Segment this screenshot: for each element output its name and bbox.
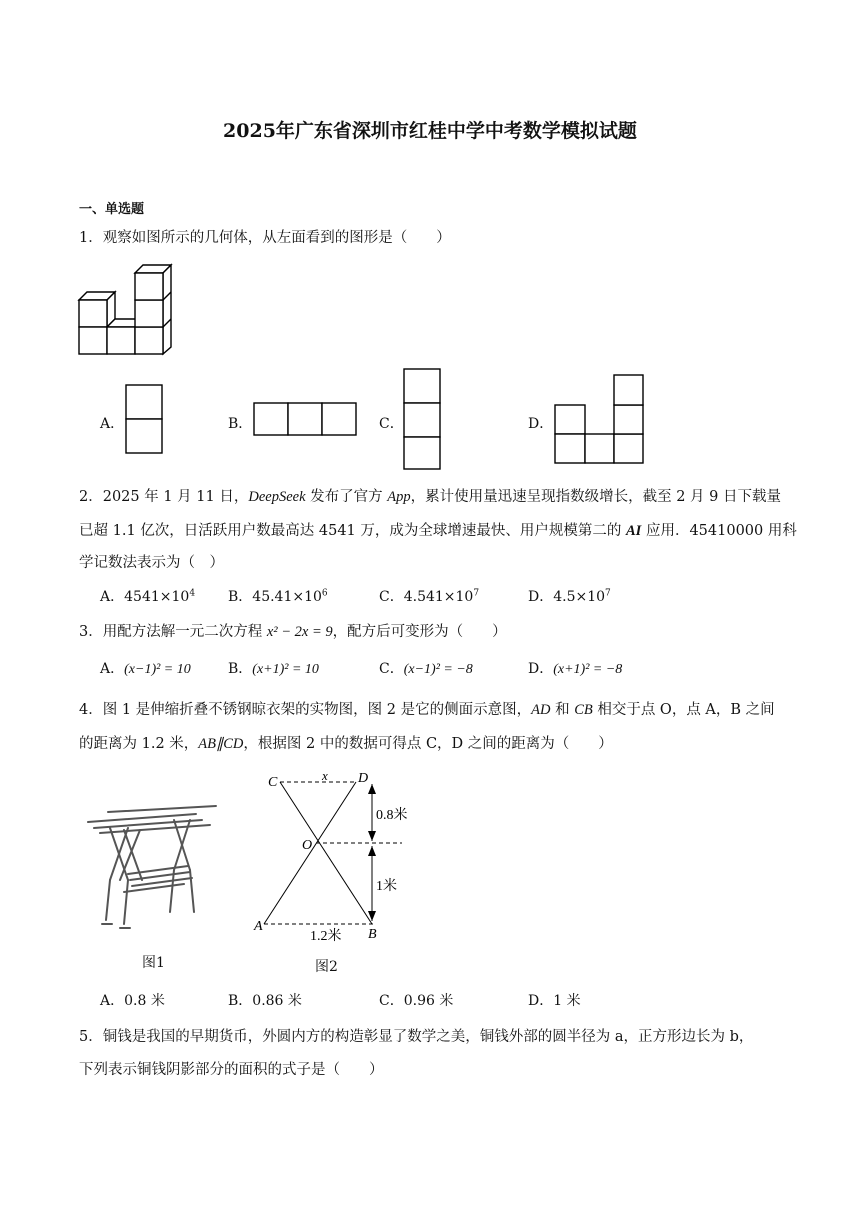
q4-line-1: 4．图 1 是伸缩折叠不锈钢晾衣架的实物图，图 2 是它的侧面示意图，AD 和 CB 相交于点 O，点 A，B 之间 bbox=[79, 702, 775, 718]
point-a-label: A bbox=[254, 919, 263, 934]
point-d-label: D bbox=[358, 771, 369, 786]
q2-option-b[interactable]: B．$45.41\times 10^6$ bbox=[228, 588, 328, 605]
page-title: 2025年广东省深圳市红桂中学中考数学模拟试题 bbox=[223, 120, 637, 142]
q5-line-2: 下列表示铜钱阴影部分的面积的式子是（ ） bbox=[79, 1062, 384, 1078]
q4-line-2: 的距离为 1.2 米，AB∥CD，根据图 2 中的数据可得点 C，D 之间的距离为（ ） bbox=[79, 736, 613, 752]
point-b-label: B bbox=[368, 927, 377, 942]
q2-option-a[interactable]: A．$4541\times 10^4$ bbox=[100, 588, 196, 605]
q4-option-d[interactable]: D．1 米 bbox=[528, 993, 581, 1009]
q4-figure-2-caption: 图2 bbox=[315, 959, 338, 975]
q1-option-a-figure[interactable] bbox=[125, 384, 165, 456]
section-heading: 一、单选题 bbox=[79, 202, 145, 217]
q1-option-a-label: A． bbox=[100, 416, 125, 432]
q3-option-d[interactable]: D．(x+1)² = −8 bbox=[528, 661, 623, 677]
length-0-8-label: 0.8米 bbox=[376, 808, 408, 823]
q4-figure-1-caption: 图1 bbox=[142, 955, 165, 971]
q1-option-d-label: D． bbox=[528, 416, 554, 432]
q4-figure-2-schematic bbox=[252, 766, 422, 946]
x-label: x bbox=[322, 768, 328, 783]
q4-option-c[interactable]: C．0.96 米 bbox=[379, 993, 454, 1009]
q2-line-2: 已超 1.1 亿次，日活跃用户数最高达 4541 万，成为全球增速最快、用户规模第二的 AI 应用．45410000 用科 bbox=[79, 523, 797, 539]
length-1-label: 1米 bbox=[376, 879, 397, 894]
q5-line-1: 5．铜钱是我国的早期货币，外圆内方的构造彰显了数学之美，铜钱外部的圆半径为 a，正方形边长为 b， bbox=[79, 1029, 754, 1045]
q2-line-3: 学记数法表示为（ ） bbox=[79, 555, 224, 571]
q3-equation: x² − 2x = 9 bbox=[266, 624, 333, 640]
point-c-label: C bbox=[268, 775, 278, 790]
q3-option-a[interactable]: A．(x−1)² = 10 bbox=[100, 661, 191, 677]
q4-figure-1-drying-rack bbox=[84, 800, 219, 942]
q1-option-b-label: B． bbox=[228, 416, 253, 432]
q3-stem: 3．用配方法解一元二次方程 x² − 2x = 9，配方后可变形为（ ） bbox=[79, 624, 507, 640]
q1-stem: 1．观察如图所示的几何体，从左面看到的图形是（ ） bbox=[79, 230, 451, 246]
point-o-label: O bbox=[302, 838, 313, 853]
q2-line-1: 2．2025 年 1 月 11 日，DeepSeek 发布了官方 App，累计使用量迅速呈现指数级增长，截至 2 月 9 日下载量 bbox=[79, 489, 781, 505]
q4-option-b[interactable]: B．0.86 米 bbox=[228, 993, 302, 1009]
q1-option-d-figure[interactable] bbox=[554, 374, 646, 466]
q3-option-b[interactable]: B．(x+1)² = 10 bbox=[228, 661, 319, 677]
q3-option-c[interactable]: C．(x−1)² = −8 bbox=[379, 661, 473, 677]
q4-option-a[interactable]: A．0.8 米 bbox=[100, 993, 165, 1009]
length-1-2-label: 1.2米 bbox=[310, 929, 342, 944]
q1-option-b-figure[interactable] bbox=[253, 402, 359, 438]
q2-option-c[interactable]: C．$4.541\times 10^7$ bbox=[379, 588, 480, 605]
q2-option-d[interactable]: D．$4.5\times 10^7$ bbox=[528, 588, 611, 605]
q1-option-c-label: C． bbox=[379, 416, 404, 432]
q1-solid-figure bbox=[76, 255, 176, 359]
q1-option-c-figure[interactable] bbox=[403, 368, 443, 472]
